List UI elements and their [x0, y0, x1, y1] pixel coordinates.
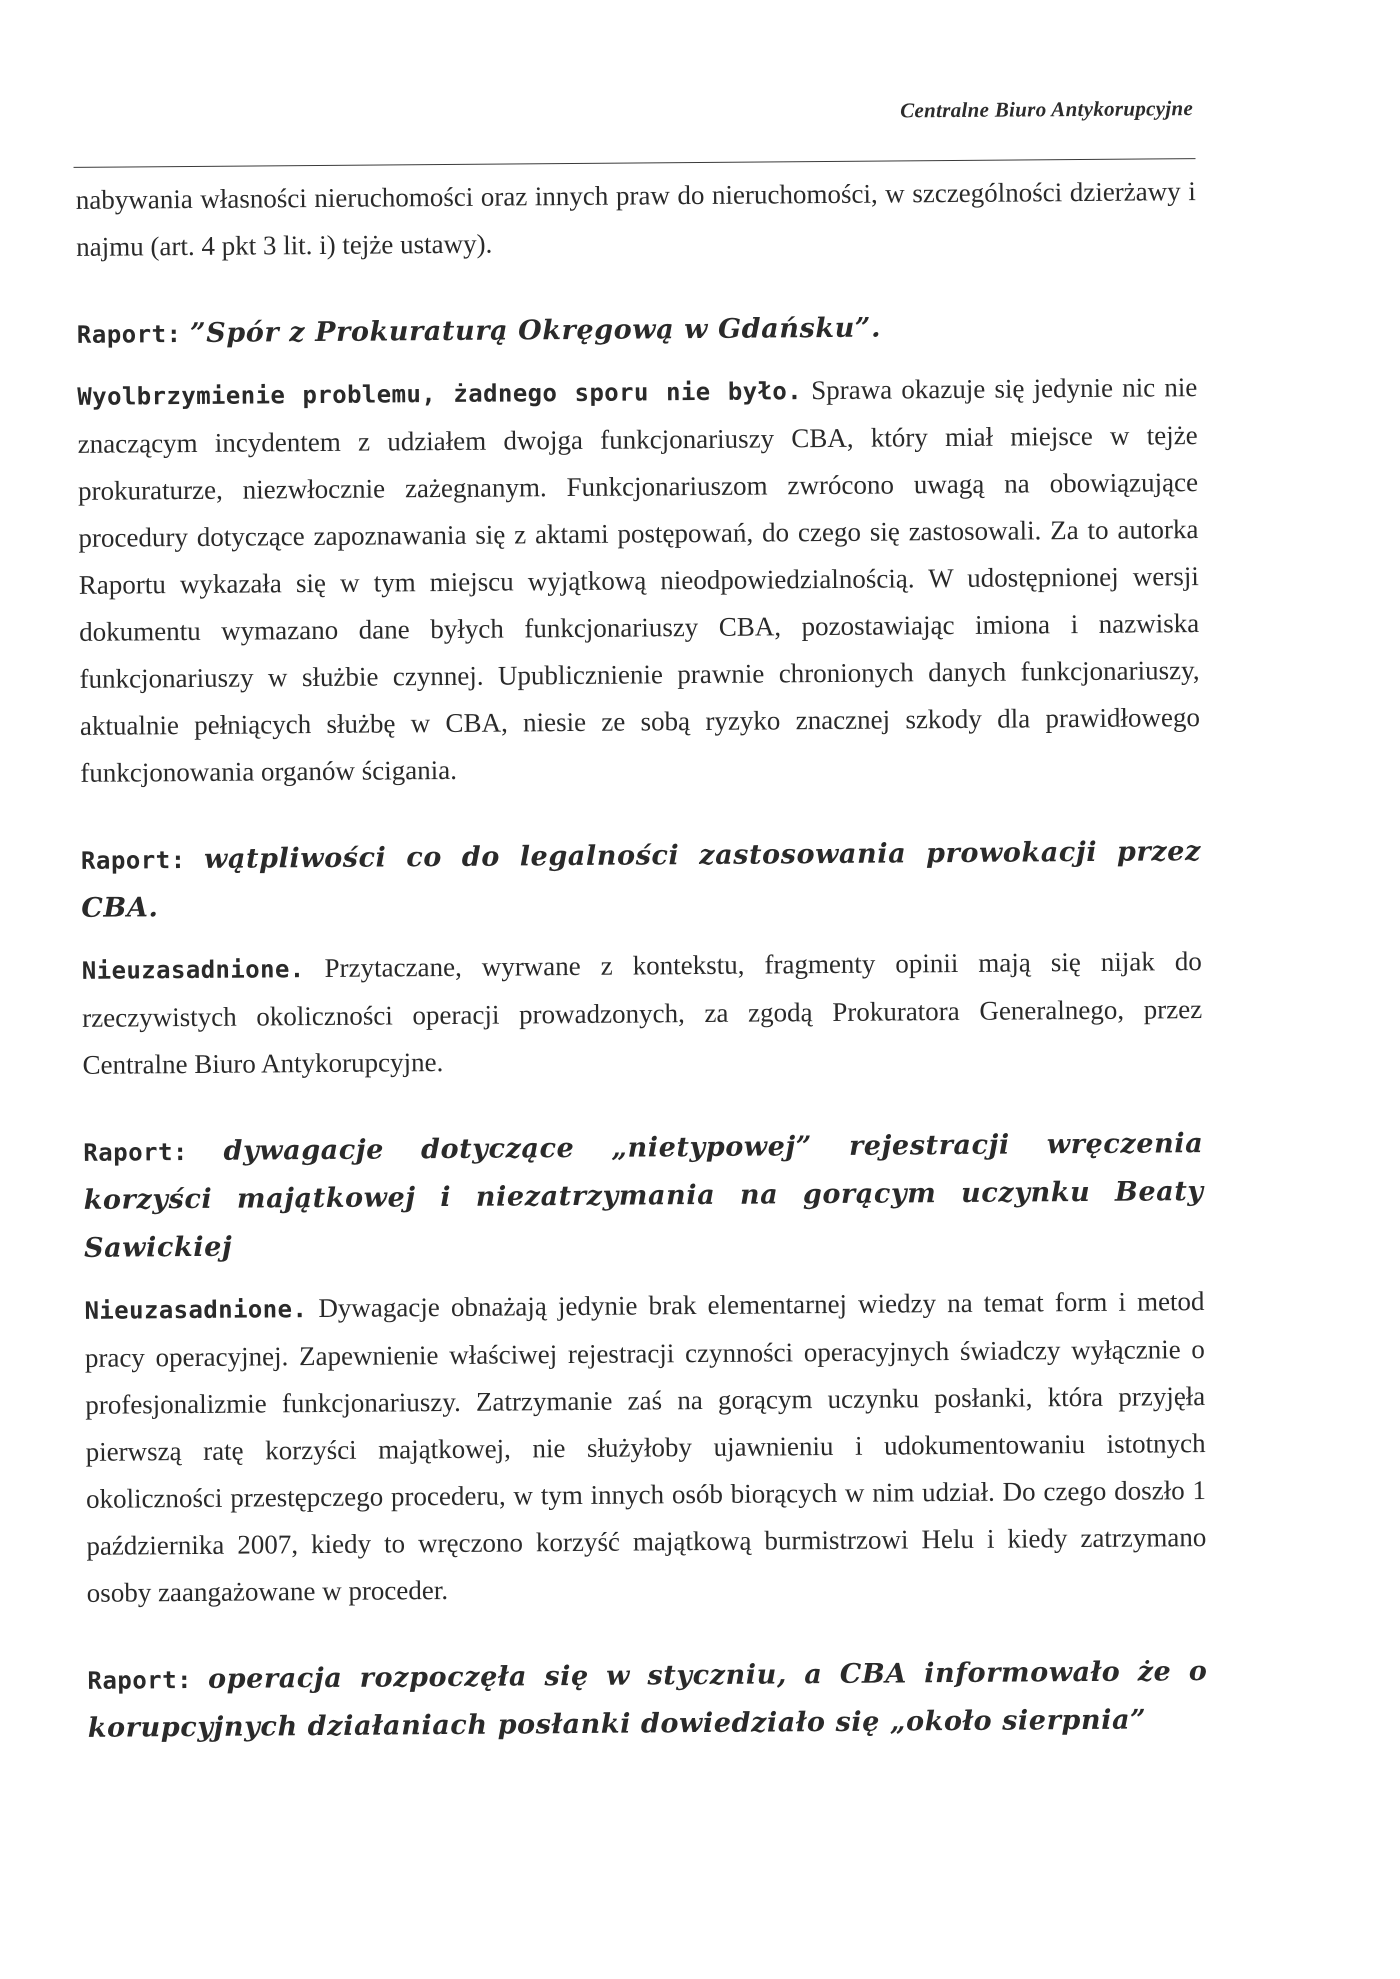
section-heading [87, 1648, 1208, 1753]
heading-label: Raport: [87, 1666, 193, 1695]
verdict: Nieuzasadnione. [81, 955, 305, 985]
section-2 [81, 828, 1203, 1089]
header-divider [74, 158, 1196, 168]
verdict: Wyolbrzymienie problemu, żadnego sporu nie było. [77, 377, 803, 411]
heading-label: Raport: [80, 846, 186, 875]
heading-topic: ”Spór z Prokuraturą Okręgową w Gdańsku”. [189, 312, 882, 349]
document-body [76, 168, 1208, 1767]
section-4 [87, 1648, 1208, 1753]
section-heading [83, 1120, 1204, 1273]
verdict: Nieuzasadnione. [84, 1295, 308, 1325]
heading-label: Raport: [76, 320, 182, 349]
heading-label: Raport: [83, 1138, 189, 1167]
intro-paragraph: nabywania własności nieruchomości oraz innych praw do nieruchomości, w szczególności dzierżawy i najmu (art. 4 pkt 3 lit. i) tejże ustawy). [75, 176, 1196, 262]
section-heading [81, 828, 1202, 933]
heading-topic: dywagacje dotyczące „nietypowej” rejestracji wręczenia korzyści majątkowej i niezatrzymania na gorącym uczynku Beaty Sawickiej [83, 1128, 1204, 1264]
heading-topic: wątpliwości co do legalności zastosowania prowokacji przez CBA. [81, 836, 1202, 924]
section-paragraph [82, 938, 1203, 1089]
page-header-institution: Centralne Biuro Antykorupcyjne [900, 96, 1194, 123]
section-paragraph [77, 364, 1200, 797]
section-body: Dywagacje obnażają jedynie brak elementarnej wiedzy na temat form i metod pracy operacyjnej. Zapewnienie właściwej rejestracji czynności operacyjnych świadczy wyłącznie o profesjonalizmie funkcjonariuszy. Zatrzymanie zaś na gorącym uczynku posłanki, która przyjęła pierwszą ratę korzyści majątkowej, nie służyłoby ujawnieniu i udokumentowaniu istotnych okoliczności przestępczego procederu, w tym innych osób biorących w nim udział. Do czego doszło 1 października 2007, kiedy to wręczono korzyść majątkową burmistrzowi Helu i kiedy zatrzymano osoby zaangażowane w proceder. [84, 1286, 1207, 1608]
section-heading [77, 302, 1197, 359]
section-paragraph [84, 1278, 1207, 1617]
section-body: Przytaczane, wyrwane z kontekstu, fragmenty opinii mają się nijak do rzeczywistych okoliczności operacji prowadzonych, za zgodą Prokuratora Generalnego, przez Centralne Biuro Antykorupcyjne. [82, 946, 1203, 1080]
section-1 [77, 302, 1201, 797]
section-3 [83, 1120, 1207, 1617]
section-body: Sprawa okazuje się jedynie nic nie znaczącym incydentem z udziałem dwojga funkcjonariuszy CBA, który miał miejsce w tejże prokuraturze, niezwłocznie zażegnanym. Funkcjonariuszom zwrócono uwagą na obowiązujące procedury dotyczące zapoznawania się z aktami postępowań, do czego się zastosowali. Za to autorka Raportu wykazała się w tym miejscu wyjątkową nieodpowiedzialnością. W udostępnionej wersji dokumentu wymazano dane byłych funkcjonariuszy CBA, pozostawiając imiona i nazwiska funkcjonariuszy w służbie czynnej. Upublicznienie prawnie chronionych danych funkcjonariuszy, aktualnie pełniących służbę w CBA, niesie ze sobą ryzyko znacznej szkody dla prawidłowego funkcjonowania organów ścigania. [77, 372, 1201, 788]
heading-topic: operacja rozpoczęła się w styczniu, a CBA informowało że o korupcyjnych działaniach posłanki dowiedziało się „około sierpnia” [87, 1656, 1208, 1744]
